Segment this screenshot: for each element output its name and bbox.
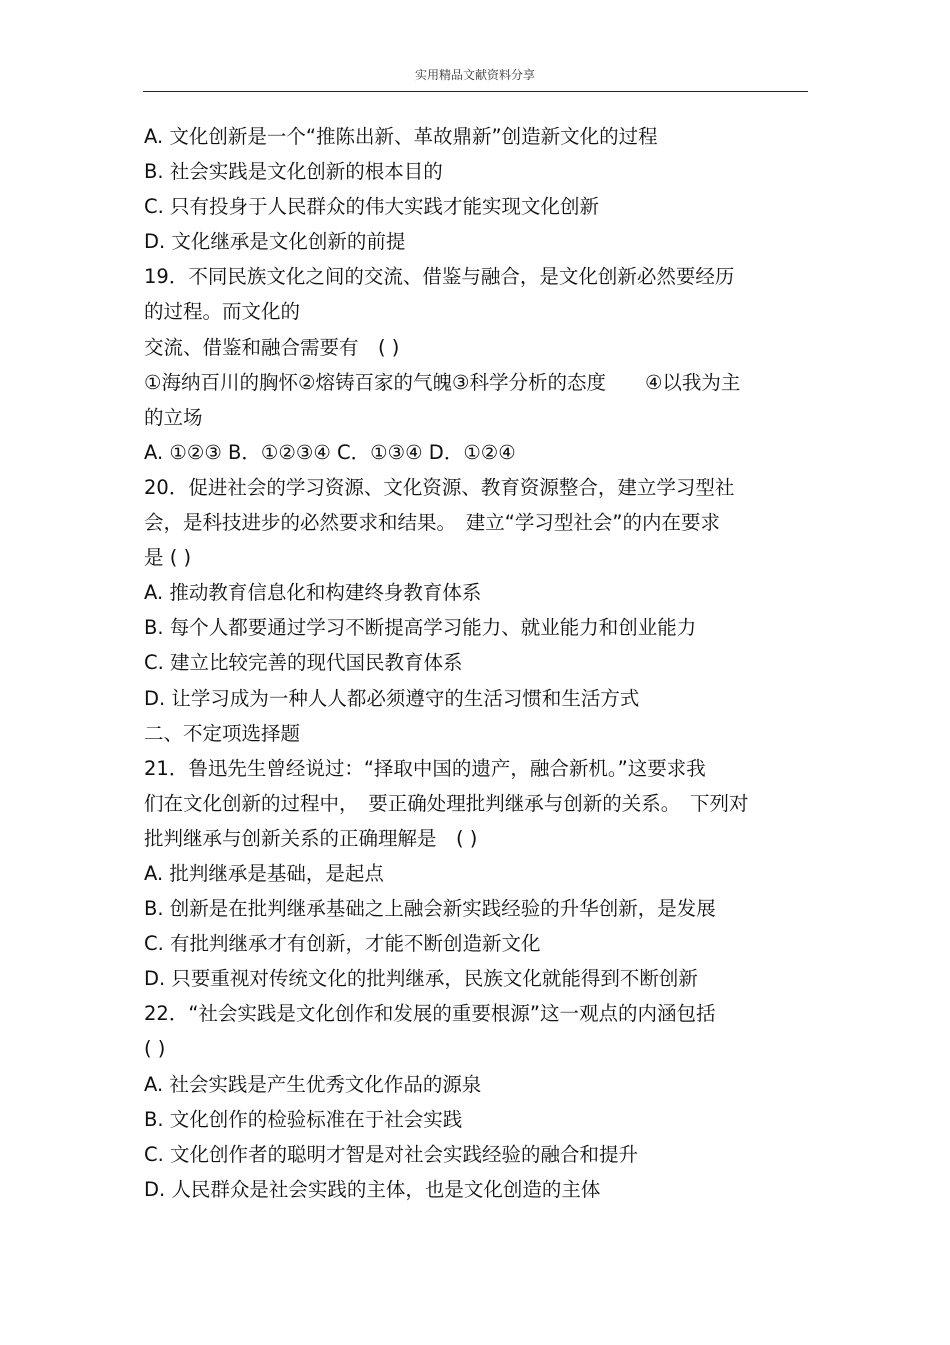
section-heading: 二、不定项选择题 — [144, 721, 301, 745]
page-header-title: 实用精品文献资料分享 — [414, 68, 535, 82]
question-19-line-3: 交流、借鉴和融合需要有 ( ) — [144, 335, 400, 359]
option-line-22a: A. 社会实践是产生优秀文化作品的源泉 — [144, 1072, 482, 1096]
question-22-line-2: ( ) — [144, 1037, 166, 1061]
question-20-line-2: 会，是科技进步的必然要求和结果。 建立“学习型社会”的内在要求 — [144, 511, 720, 535]
option-line-22b: B. 文化创作的检验标准在于社会实践 — [144, 1107, 463, 1131]
option-line-18d: D. 文化继承是文化创新的前提 — [144, 230, 406, 254]
option-line-20c: C. 建立比较完善的现代国民教育体系 — [144, 651, 463, 675]
question-19-line-1: 19．不同民族文化之间的交流、借鉴与融合，是文化创新必然要经历 — [144, 265, 735, 289]
question-22-line-1: 22．“社会实践是文化创作和发展的重要根源”这一观点的内涵包括 — [144, 1002, 716, 1026]
option-line-22c: C. 文化创作者的聪明才智是对社会实践经验的融合和提升 — [144, 1142, 639, 1166]
question-21-line-1: 21．鲁迅先生曾经说过：“择取中国的遗产，融合新机。”这要求我 — [144, 756, 706, 780]
option-line-18a: A. 文化创新是一个“推陈出新、革故鼎新”创造新文化的过程 — [144, 125, 658, 148]
option-line-18c: C. 只有投身于人民群众的伟大实践才能实现文化创新 — [144, 195, 600, 219]
option-line-22d: D. 人民群众是社会实践的主体，也是文化创造的主体 — [144, 1177, 601, 1201]
question-19-items-line-1: ①海纳百川的胸怀②熔铸百家的气魄③科学分析的态度 ④以我为主 — [144, 370, 741, 394]
question-20-line-3: 是 ( ) — [144, 546, 192, 570]
option-line-21d: D. 只要重视对传统文化的批判继承，民族文化就能得到不断创新 — [144, 967, 698, 991]
header-divider — [143, 91, 808, 92]
question-21-line-2: 们在文化创新的过程中， 要正确处理批判继承与创新的关系。 下列对 — [144, 791, 749, 815]
option-line-20a: A. 推动教育信息化和构建终身教育体系 — [144, 581, 482, 605]
option-line-21a: A. 批判继承是基础，是起点 — [144, 861, 384, 885]
option-line-21b: B. 创新是在批判继承基础之上融会新实践经验的升华创新，是发展 — [144, 897, 716, 921]
option-line-21c: C. 有批判继承才有创新，才能不断创造新文化 — [144, 932, 541, 956]
option-line-18b: B. 社会实践是文化创新的根本目的 — [144, 160, 443, 184]
question-20-line-1: 20．促进社会的学习资源、文化资源、教育资源整合，建立学习型社 — [144, 475, 735, 499]
question-19-line-2: 的过程。而文化的 — [144, 300, 301, 324]
question-19-items-line-2: 的立场 — [144, 405, 203, 429]
question-21-line-3: 批判继承与创新关系的正确理解是 ( ) — [144, 826, 478, 850]
document-body — [144, 119, 808, 1207]
question-19-options: A. ①②③ B．①②③④ C．①③④ D．①②④ — [144, 440, 516, 464]
option-line-20b: B. 每个人都要通过学习不断提高学习能力、就业能力和创业能力 — [144, 616, 697, 640]
option-line-20d: D. 让学习成为一种人人都必须遵守的生活习惯和生活方式 — [144, 686, 640, 710]
